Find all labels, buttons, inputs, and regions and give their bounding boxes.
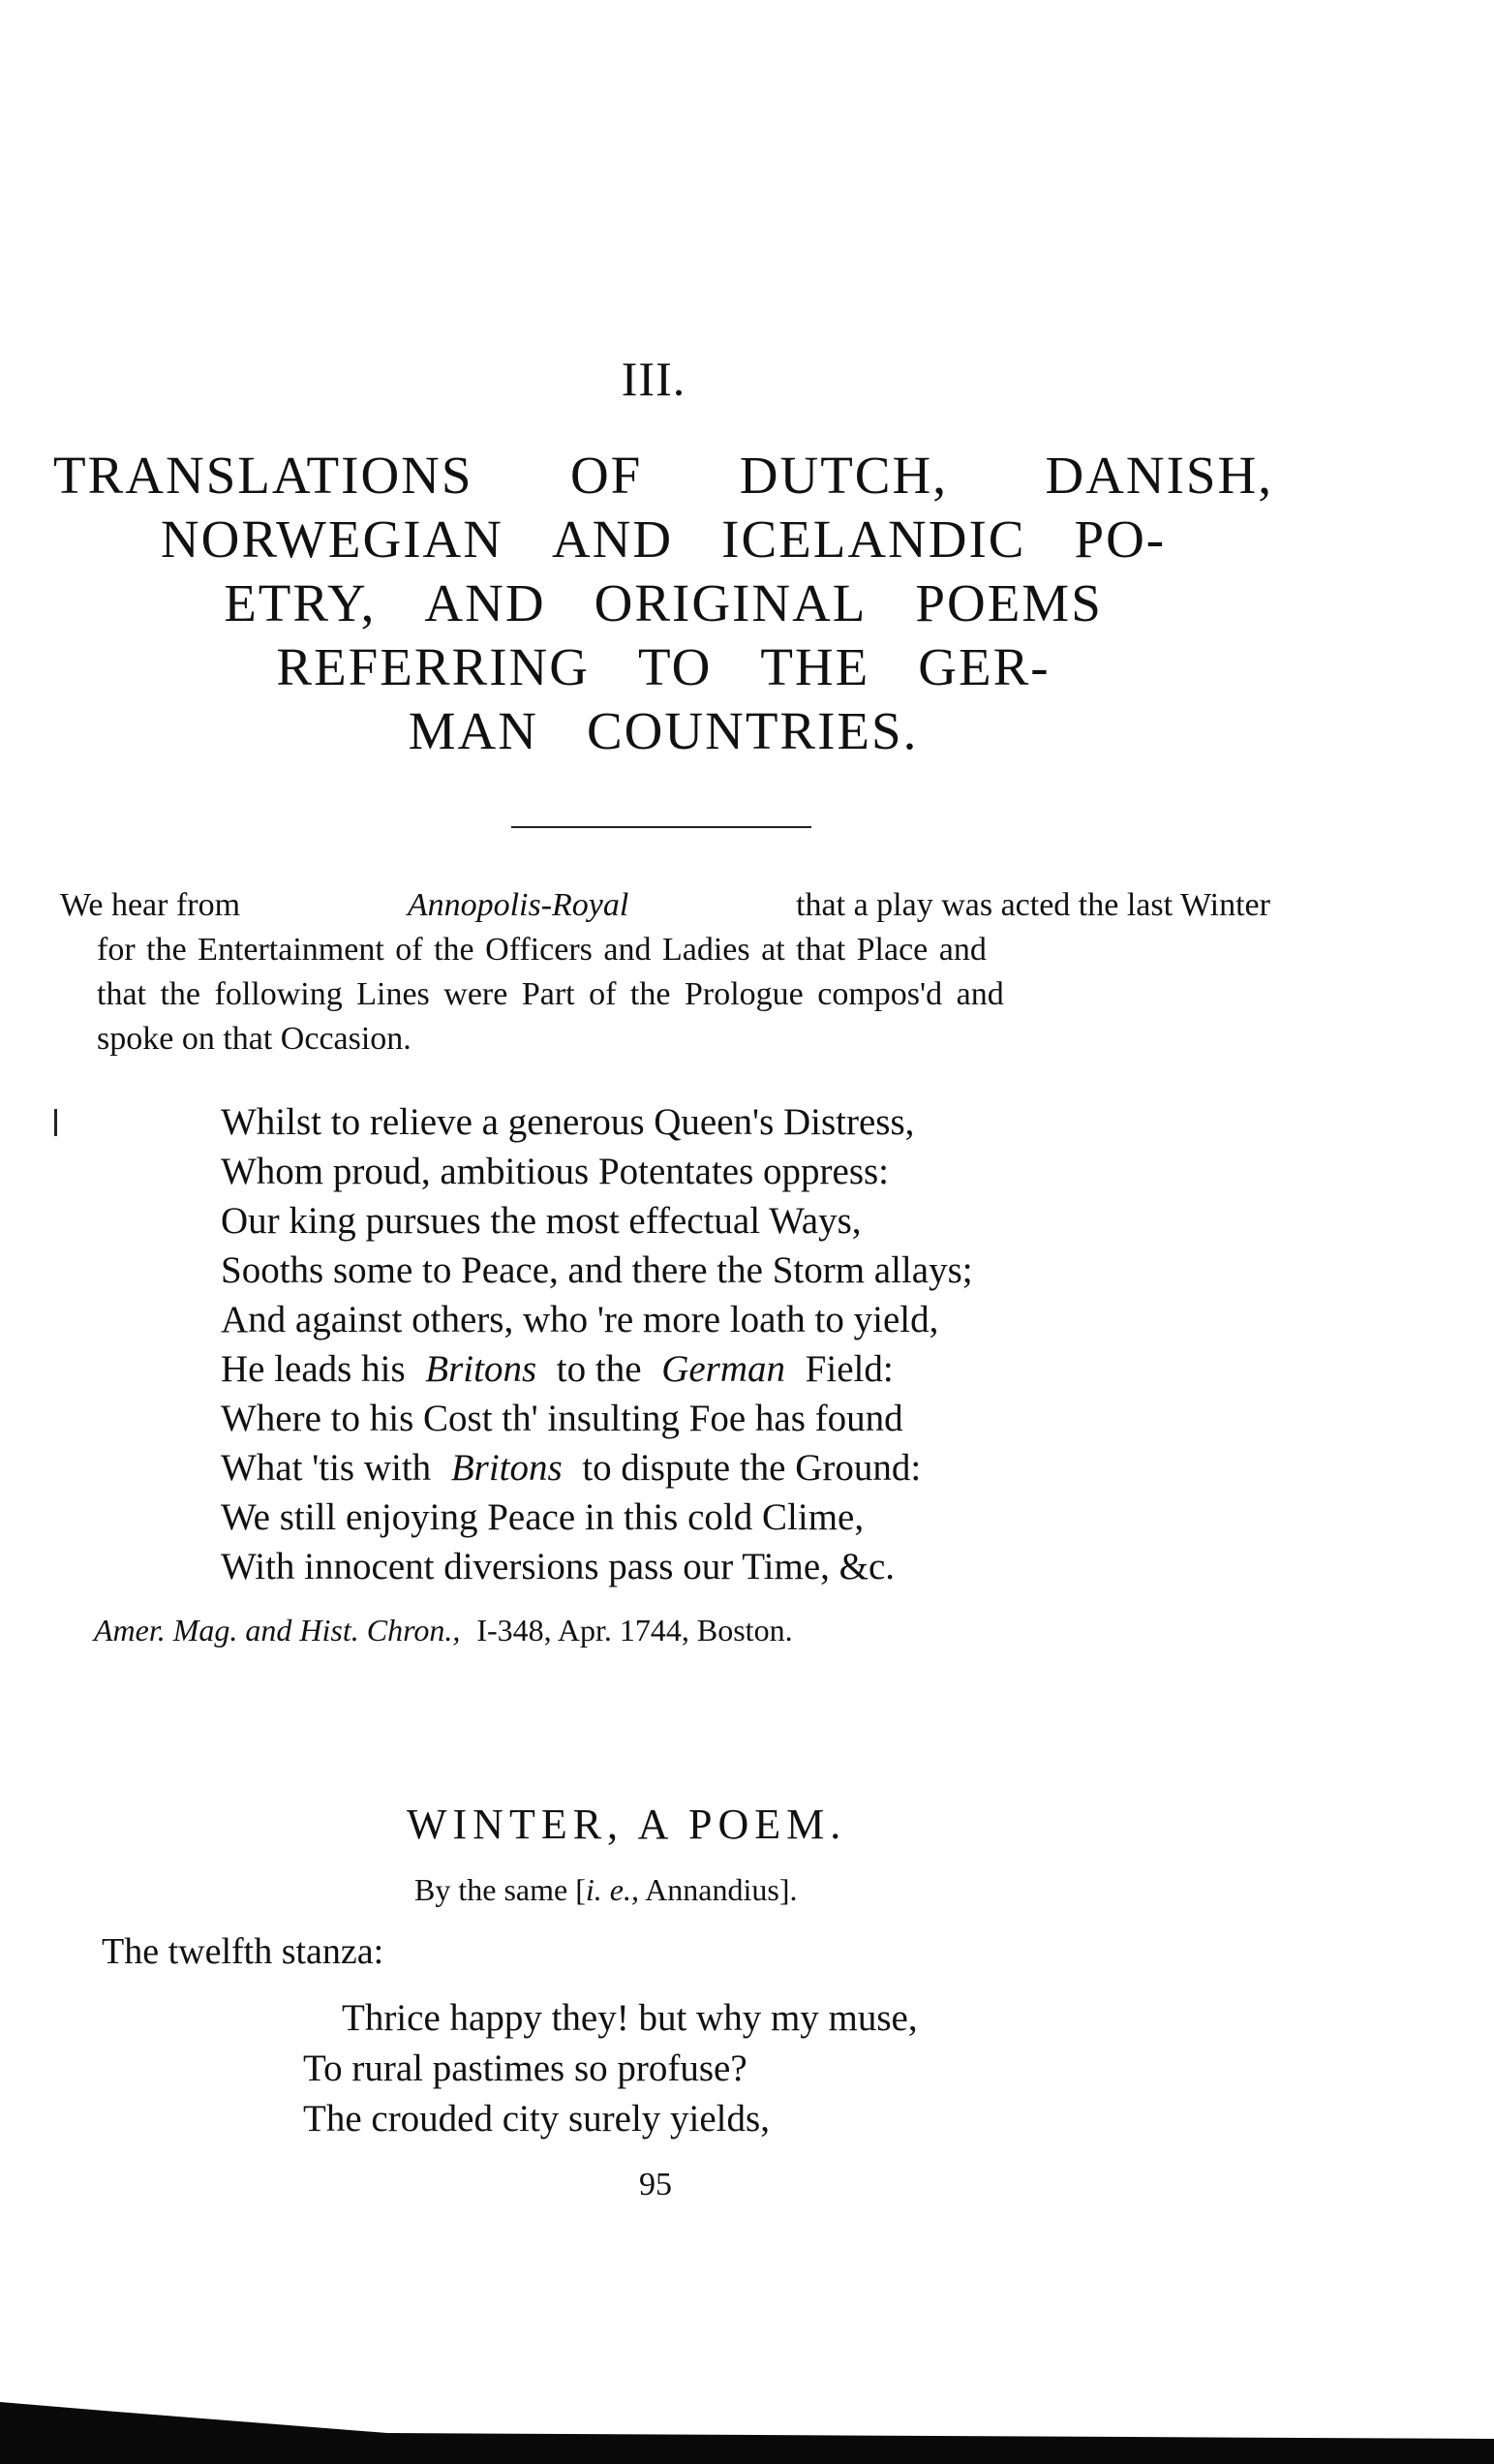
verse-text: Field: [805,1348,894,1390]
margin-mark [54,1109,57,1136]
citation-source: Amer. Mag. and Hist. Chron., [94,1613,461,1648]
title-word: THE [760,637,870,696]
verse-italic: Britons [425,1348,537,1390]
byline-italic: i. e., [585,1872,639,1907]
title-word: NORWEGIAN [160,509,503,569]
poem-title: WINTER, A POEM. [407,1801,847,1848]
title-line [53,444,1273,508]
verse-line: To rural pastimes so profuse? [303,2048,747,2089]
intro-line-3 [60,972,1270,1017]
verse-line: Our king pursues the most effectual Ways, [221,1200,862,1242]
title-line [53,571,1273,635]
title-word: TO [638,637,713,696]
verse-line: Thrice happy they! but why my muse, [342,1997,918,2039]
prologue-verse [221,1097,973,1591]
citation-details: I-348, Apr. 1744, Boston. [476,1613,793,1648]
verse-line [221,1344,973,1394]
verse-line: Where to his Cost th' insulting Foe has found [221,1398,903,1439]
intro-text: spoke on that Occasion. [97,1021,412,1057]
poem-byline [414,1872,797,1908]
title-word: DANISH, [1045,446,1273,505]
title-word: GER- [918,637,1051,696]
title-word: REFERRING [276,637,590,696]
page-number: 95 [639,2167,672,2202]
intro-text: that the following Lines were Part of the Prologue compos'd and [97,976,1004,1012]
byline-text: Annandius]. [645,1872,798,1907]
verse-line: With innocent diversions pass our Time, &c. [221,1546,896,1587]
title-word: ORIGINAL [594,573,868,632]
intro-text: for the Entertainment of the Officers and Ladies at that Place and [97,932,987,968]
intro-text: We hear from [60,887,241,923]
verse-text: He leads his [221,1348,406,1390]
verse-line: Whilst to relieve a generous Queen's Distress, [221,1101,915,1143]
verse-line: We still enjoying Peace in this cold Clime, [221,1496,865,1538]
verse-text: to the [556,1348,642,1390]
intro-paragraph [60,883,1270,1062]
title-word: POEMS [915,573,1103,632]
citation [94,1611,793,1649]
verse-line: Sooths some to Peace, and there the Storm allays; [221,1249,973,1291]
stanza-label: The twelfth stanza: [102,1931,384,1972]
chapter-title [53,444,1273,763]
title-word: OF [569,446,643,505]
intro-line-4 [60,1017,1270,1062]
section-numeral: III. [621,352,686,406]
intro-text: that a play was acted the last Winter [796,887,1270,923]
title-word: PO- [1074,509,1167,569]
title-word: AND [551,509,674,569]
title-word: TRANSLATIONS [53,446,473,505]
verse-line [221,1443,973,1493]
verse-text: What 'tis with [221,1447,432,1489]
intro-line-2 [60,928,1270,972]
title-word: ICELANDIC [721,509,1026,569]
verse-italic: Britons [450,1447,563,1489]
title-word: AND [424,573,546,632]
title-line [53,699,1273,763]
title-line [53,508,1273,571]
title-word: DUTCH, [739,446,948,505]
title-divider [511,826,811,828]
verse-line: Whom proud, ambitious Potentates oppress: [221,1151,890,1192]
verse-line: The crouded city surely yields, [303,2098,770,2140]
title-word: COUNTRIES. [586,701,919,760]
verse-line: And against others, who 're more loath to yield, [221,1299,939,1340]
byline-text: By the same [ [414,1872,586,1907]
title-word: ETRY, [224,573,377,632]
intro-line-1 [60,883,1270,928]
title-word: MAN [408,701,538,760]
place-name: Annopolis-Royal [407,887,629,923]
verse-italic: German [661,1348,786,1390]
verse-text: to dispute the Ground: [582,1447,922,1489]
winter-verse [303,1993,918,2144]
title-line [53,635,1273,699]
